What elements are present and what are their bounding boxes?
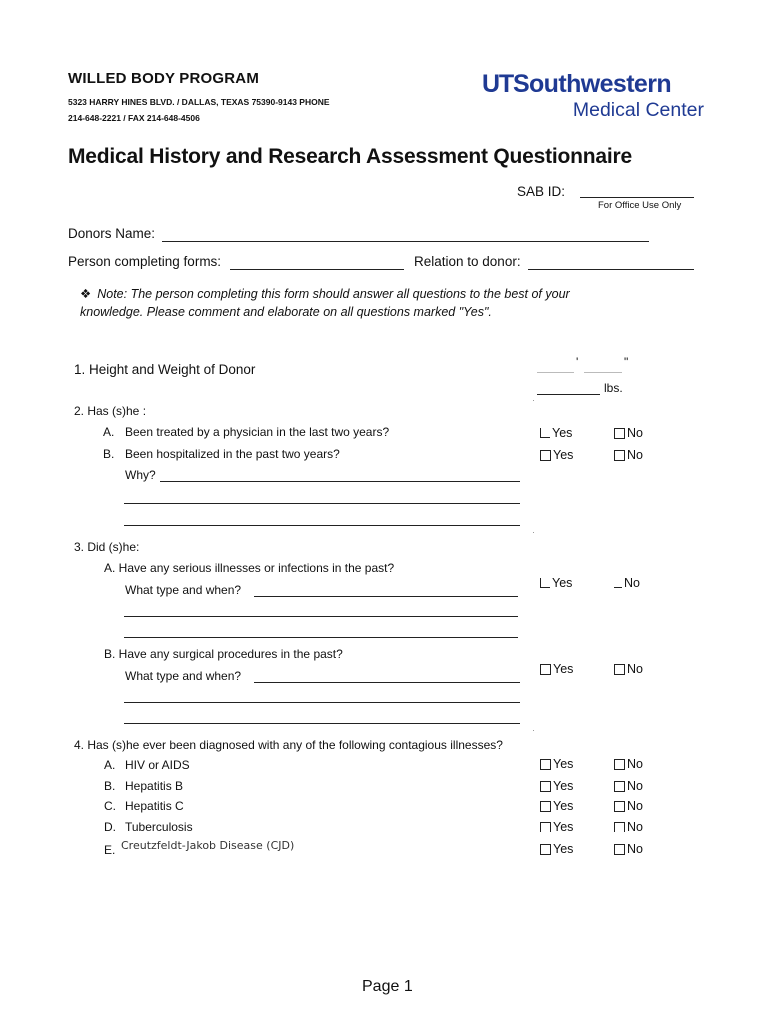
q1-label: 1. Height and Weight of Donor	[74, 362, 256, 377]
page-title: Medical History and Research Assessment Questionnaire	[68, 145, 632, 168]
q4b-text: Hepatitis B	[125, 779, 184, 793]
q3b-field-2[interactable]	[124, 702, 520, 703]
office-use-only-label: For Office Use Only	[598, 200, 682, 211]
q3a-type-label: What type and when?	[125, 583, 242, 597]
checkbox-icon	[540, 781, 551, 792]
q4a-text: HIV or AIDS	[125, 758, 190, 772]
q2-label: 2. Has (s)he :	[74, 404, 147, 418]
diamond-bullet-icon: ❖	[80, 287, 92, 301]
q3-label: 3. Did (s)he:	[74, 540, 140, 554]
q4e-no-checkbox[interactable]: No	[614, 842, 643, 856]
q4a-no-checkbox[interactable]: No	[614, 757, 643, 771]
q2b-yes-checkbox[interactable]: Yes	[540, 448, 573, 462]
logo-ut: UT	[482, 70, 513, 98]
height-feet-field[interactable]	[537, 372, 574, 373]
checkbox-icon	[614, 801, 625, 812]
q3a-field-2[interactable]	[124, 616, 518, 617]
q4b-letter: B.	[104, 779, 116, 793]
q3b-type-label: What type and when?	[125, 669, 242, 683]
q4e-letter: E.	[104, 843, 116, 857]
address-line-2: 214-648-2221 / FAX 214-648-4506	[68, 113, 200, 123]
donor-name-label: Donors Name:	[68, 226, 156, 241]
q4e-yes-checkbox[interactable]: Yes	[540, 842, 573, 856]
q2-why-field-3[interactable]	[124, 525, 520, 526]
checkbox-icon	[614, 664, 625, 675]
q3b-field-3[interactable]	[124, 723, 520, 724]
note-text: Note: The person completing this form should answer all questions to the best of your knowledge. Please comment and elaborate on all questions marked "Yes".	[80, 287, 570, 319]
checkbox-icon	[540, 664, 551, 675]
q3b-no-checkbox[interactable]: No	[614, 662, 643, 676]
feet-mark: '	[576, 355, 579, 369]
relation-field[interactable]	[528, 269, 694, 270]
checkbox-icon	[540, 822, 551, 832]
q4c-letter: C.	[104, 799, 116, 813]
q4c-no-checkbox[interactable]: No	[614, 799, 643, 813]
q3a-field-3[interactable]	[124, 637, 518, 638]
inch-mark: "	[624, 355, 629, 369]
checkbox-icon	[540, 578, 550, 588]
instructions-note	[80, 285, 620, 321]
page-number: Page 1	[362, 978, 413, 995]
donor-name-field[interactable]	[162, 241, 649, 242]
person-completing-label: Person completing forms:	[68, 254, 222, 269]
q2b-letter: B.	[103, 447, 115, 461]
q4-label: 4. Has (s)he ever been diagnosed with any of the following contagious illnesses?	[74, 738, 503, 752]
q4d-no-checkbox[interactable]: No	[614, 820, 643, 834]
q4a-letter: A.	[104, 758, 116, 772]
checkbox-icon	[540, 428, 550, 438]
q2a-no-checkbox[interactable]: No	[614, 426, 643, 440]
q4d-text: Tuberculosis	[125, 820, 193, 834]
q2a-letter: A.	[103, 425, 115, 439]
q2b-text: Been hospitalized in the past two years?	[125, 447, 340, 461]
utsw-logo	[482, 70, 704, 121]
q2-why-field-1[interactable]	[160, 481, 520, 482]
checkbox-icon	[614, 759, 625, 770]
logo-southwestern: Southwestern	[512, 70, 672, 98]
checkbox-icon	[614, 781, 625, 792]
q4b-yes-checkbox[interactable]: Yes	[540, 779, 573, 793]
q3a-yes-checkbox[interactable]: Yes	[540, 576, 572, 590]
q4c-yes-checkbox[interactable]: Yes	[540, 799, 573, 813]
program-name: WILLED BODY PROGRAM	[68, 70, 260, 87]
q2-why-label: Why?	[125, 468, 156, 482]
q3a-no-checkbox[interactable]: No	[614, 576, 640, 590]
q3b-yes-checkbox[interactable]: Yes	[540, 662, 573, 676]
q2a-yes-checkbox[interactable]: Yes	[540, 426, 572, 440]
q2a-text: Been treated by a physician in the last two years?	[125, 425, 390, 439]
checkbox-icon	[540, 801, 551, 812]
person-completing-field[interactable]	[230, 269, 404, 270]
q4a-yes-checkbox[interactable]: Yes	[540, 757, 573, 771]
address-line-1: 5323 HARRY HINES BLVD. / DALLAS, TEXAS 75390-9143 PHONE	[68, 97, 330, 107]
lbs-label: lbs.	[604, 381, 623, 395]
checkbox-icon	[540, 844, 551, 855]
checkbox-icon	[614, 428, 625, 439]
checkbox-icon	[540, 450, 551, 461]
q3b-text: B. Have any surgical procedures in the past?	[104, 647, 343, 661]
logo-subtitle: Medical Center	[572, 99, 704, 121]
checkbox-icon	[614, 844, 625, 855]
sab-id-label: SAB ID:	[517, 184, 566, 199]
q3a-field-1[interactable]	[254, 596, 518, 597]
relation-label: Relation to donor:	[414, 254, 521, 269]
checkbox-icon	[614, 822, 625, 832]
weight-field[interactable]	[537, 394, 600, 395]
q3b-field-1[interactable]	[254, 682, 520, 683]
q4d-letter: D.	[104, 820, 116, 834]
checkbox-icon	[614, 450, 625, 461]
q4b-no-checkbox[interactable]: No	[614, 779, 643, 793]
q3a-text: A. Have any serious illnesses or infections in the past?	[104, 561, 395, 575]
q4d-yes-checkbox[interactable]: Yes	[540, 820, 573, 834]
sab-id-field[interactable]	[580, 197, 694, 198]
checkbox-icon	[614, 578, 622, 588]
checkbox-icon	[540, 759, 551, 770]
height-inches-field[interactable]	[584, 372, 622, 373]
q2-why-field-2[interactable]	[124, 503, 520, 504]
q4c-text: Hepatitis C	[125, 799, 184, 813]
q4e-text: Creutzfeldt-Jakob Disease (CJD)	[121, 839, 295, 852]
q2b-no-checkbox[interactable]: No	[614, 448, 643, 462]
